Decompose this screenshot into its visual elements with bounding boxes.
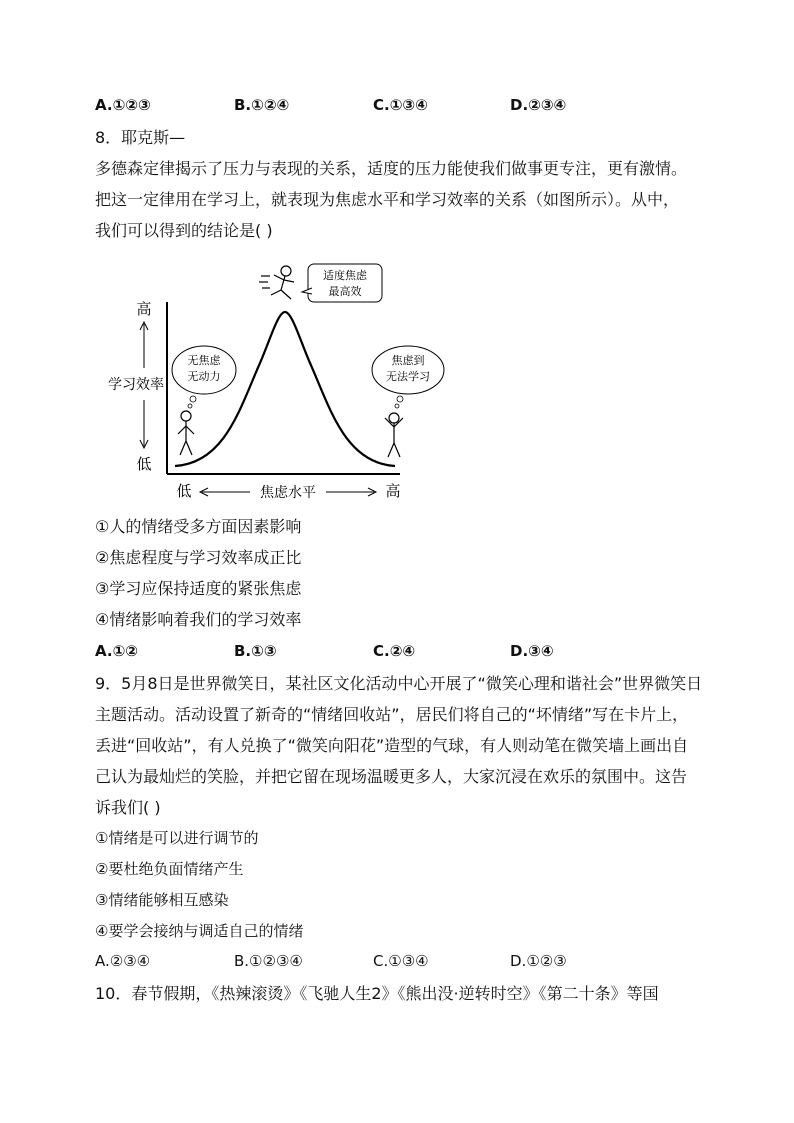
q9-options: [95, 952, 715, 972]
q9-option-d[interactable]: D.①②③: [510, 952, 567, 970]
y-axis-high: 高: [136, 300, 152, 318]
q9-statement-2: ②要杜绝负面情绪产生: [95, 860, 244, 878]
q8-statement-1: ①人的情绪受多方面因素影响: [95, 517, 302, 536]
q10-stem-line-1: 10．春节假期，《热辣滚烫》《飞驰人生2》《熊出没·逆转时空》《第二十条》等国: [95, 984, 659, 1003]
q8-statement-4: ④情绪影响着我们的学习效率: [95, 610, 302, 629]
q9-option-c[interactable]: C.①③④: [373, 952, 429, 970]
q7-option-d[interactable]: D.②③④: [510, 96, 567, 114]
q7-option-c[interactable]: C.①③④: [373, 96, 428, 114]
running-stick-figure-icon: [259, 266, 294, 299]
q8-stem-line-2: 多德森定律揭示了压力与表现的关系，适度的压力能使我们做事更专注，更有激情。: [95, 159, 688, 178]
q8-stem-line-4: 我们可以得到的结论是( ): [95, 221, 273, 240]
left-bubble-line-2: 无动力: [187, 370, 221, 383]
top-bubble-line-1: 适度焦虑: [323, 269, 367, 282]
left-bubble-line-1: 无焦虑: [187, 354, 221, 367]
stressed-stick-figure-icon: [385, 413, 403, 457]
q7-options: [95, 96, 715, 116]
anxiety-efficiency-figure: [100, 258, 460, 503]
y-axis-label: 学习效率: [108, 377, 164, 393]
q9-stem-line-5: 诉我们( ): [95, 798, 161, 817]
right-bubble-line-2: 无法学习: [386, 370, 430, 383]
q8-option-c[interactable]: C.②④: [373, 642, 416, 660]
q7-option-b[interactable]: B.①②④: [234, 96, 290, 114]
q8-options: [95, 642, 715, 662]
q8-statement-2: ②焦虑程度与学习效率成正比: [95, 548, 302, 567]
q9-stem-line-4: 己认为最灿烂的笑脸，并把它留在现场温暖更多人，大家沉浸在欢乐的氛围中。这告: [95, 767, 688, 786]
top-bubble-line-2: 最高效: [328, 285, 362, 298]
q9-stem-line-1: 9．5月8日是世界微笑日，某社区文化活动中心开展了“微笑心理和谐社会”世界微笑日: [95, 674, 703, 693]
q9-statement-1: ①情绪是可以进行调节的: [95, 829, 259, 847]
bored-stick-figure-icon: [178, 411, 194, 455]
q8-option-b[interactable]: B.①③: [234, 642, 277, 660]
q8-option-a[interactable]: A.①②: [95, 642, 138, 660]
y-axis-low: 低: [136, 455, 152, 473]
q8-stem-line-3: 把这一定律用在学习上，就表现为焦虑水平和学习效率的关系（如图所示）。从中，: [95, 190, 680, 209]
q9-stem-line-3: 丢进“回收站”，有人兑换了“微笑向阳花”造型的气球，有人则动笔在微笑墙上画出自: [95, 736, 689, 755]
q9-statement-4: ④要学会接纳与调适自己的情绪: [95, 922, 304, 940]
x-axis-label: 焦虑水平: [260, 485, 316, 501]
right-bubble-line-1: 焦虑到: [391, 354, 425, 367]
x-axis-high: 高: [385, 482, 401, 500]
q9-stem-line-2: 主题活动。活动设置了新奇的“情绪回收站”，居民们将自己的“坏情绪”写在卡片上，: [95, 705, 689, 724]
q9-statement-3: ③情绪能够相互感染: [95, 891, 229, 909]
q8-option-d[interactable]: D.③④: [510, 642, 554, 660]
q8-stem-line-1: 8．耶克斯—: [95, 128, 186, 147]
x-axis-low: 低: [176, 482, 192, 500]
q9-option-a[interactable]: A.②③④: [95, 952, 151, 970]
q9-option-b[interactable]: B.①②③④: [234, 952, 303, 970]
q8-statement-3: ③学习应保持适度的紧张焦虑: [95, 579, 302, 598]
q7-option-a[interactable]: A.①②③: [95, 96, 151, 114]
